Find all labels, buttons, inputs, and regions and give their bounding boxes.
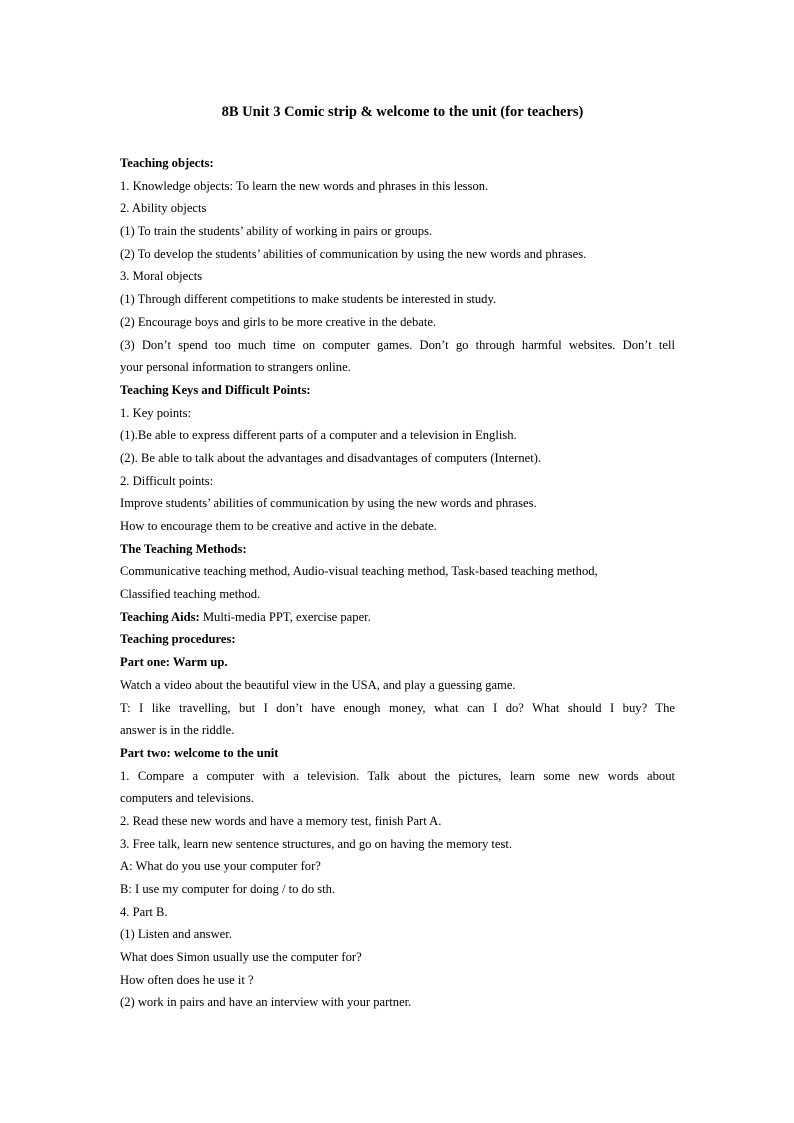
keys-line-4: 2. Difficult points:	[120, 473, 214, 488]
part-one-line-2: T: I like travelling, but I don’t have enough money, what can I do? What should I buy? The	[120, 700, 675, 715]
objects-line-5: 3. Moral objects	[120, 269, 203, 284]
part-two-line-1: 1. Compare a computer with a television. Talk about the pictures, learn some new words about	[120, 768, 675, 783]
objects-line-4: (2) To develop the students’ abilities of communication by using the new words and phrases.	[120, 246, 587, 261]
teaching-aids-line	[120, 606, 675, 629]
part-two-line-2: computers and televisions.	[120, 791, 254, 806]
teaching-objects-heading: Teaching objects:	[120, 156, 214, 170]
part-two-line-3: 2. Read these new words and have a memory test, finish Part A.	[120, 813, 442, 828]
part-two-heading: Part two: welcome to the unit	[120, 745, 279, 760]
teaching-aids-text: Multi-media PPT, exercise paper.	[199, 609, 371, 624]
teaching-aids-label: Teaching Aids:	[120, 609, 200, 624]
part-one-line-1: Watch a video about the beautiful view in the USA, and play a guessing game.	[120, 677, 516, 692]
part-two-line-10: How often does he use it ?	[120, 972, 254, 987]
keys-line-3: (2). Be able to talk about the advantages and disadvantages of computers (Internet).	[120, 450, 542, 465]
keys-line-2: (1).Be able to express different parts of a computer and a television in English.	[120, 428, 517, 443]
objects-line-8: (3) Don’t spend too much time on computer games. Don’t go through harmful websites. Don’t tell	[120, 337, 675, 352]
part-two-line-11: (2) work in pairs and have an interview with your partner.	[120, 995, 412, 1010]
objects-line-2: 2. Ability objects	[120, 201, 207, 216]
part-two-line-8: (1) Listen and answer.	[120, 927, 232, 942]
keys-line-1: 1. Key points:	[120, 405, 192, 420]
methods-line-2: Classified teaching method.	[120, 587, 261, 602]
part-two-line-4: 3. Free talk, learn new sentence structures, and go on having the memory test.	[120, 836, 513, 851]
keys-heading: Teaching Keys and Difficult Points:	[120, 382, 311, 397]
part-one-line-3: answer is in the riddle.	[120, 723, 235, 738]
objects-line-9: your personal information to strangers online.	[120, 360, 351, 375]
part-two-line-6: B: I use my computer for doing / to do sth.	[120, 882, 336, 896]
document-title: 8B Unit 3 Comic strip & welcome to the unit (for teachers)	[221, 104, 584, 120]
keys-line-6: How to encourage them to be creative and active in the debate.	[120, 519, 437, 533]
objects-line-3: (1) To train the students’ ability of working in pairs or groups.	[120, 224, 433, 239]
part-two-line-7: 4. Part B.	[120, 904, 168, 919]
methods-line-1: Communicative teaching method, Audio-visual teaching method, Task-based teaching method,	[120, 564, 598, 579]
part-two-line-5: A: What do you use your computer for?	[120, 859, 321, 874]
procedures-heading: Teaching procedures:	[120, 632, 236, 647]
objects-line-1: 1. Knowledge objects: To learn the new words and phrases in this lesson.	[120, 178, 489, 193]
document-page	[120, 100, 675, 1014]
part-one-heading: Part one: Warm up.	[120, 655, 228, 670]
methods-heading: The Teaching Methods:	[120, 541, 247, 556]
part-two-line-9: What does Simon usually use the computer for?	[120, 950, 362, 965]
keys-line-5: Improve students’ abilities of communication by using the new words and phrases.	[120, 496, 537, 511]
objects-line-7: (2) Encourage boys and girls to be more creative in the debate.	[120, 314, 437, 329]
objects-line-6: (1) Through different competitions to make students be interested in study.	[120, 292, 497, 307]
